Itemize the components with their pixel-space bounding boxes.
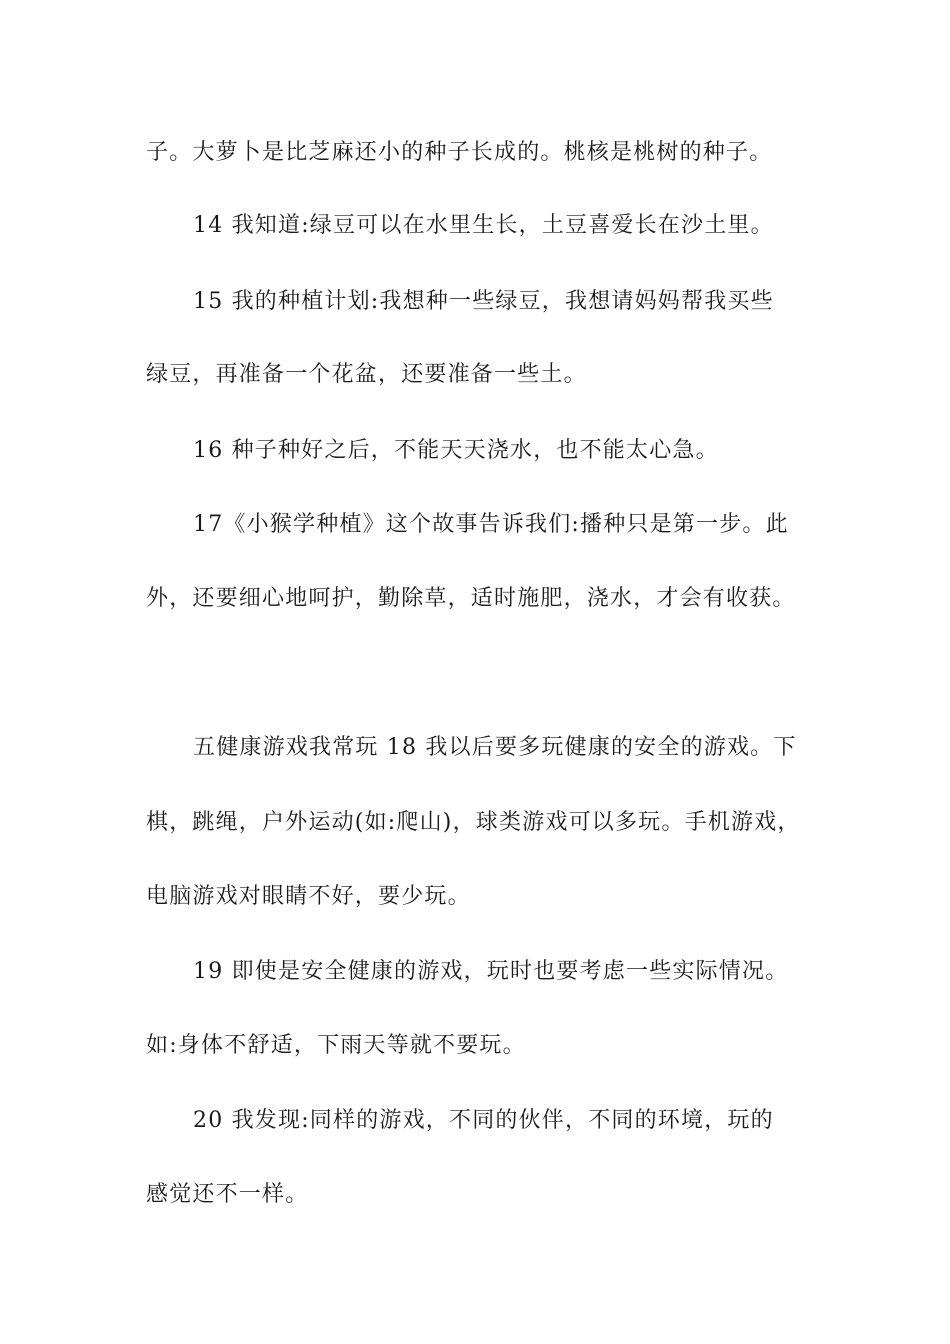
text-line: 五健康游戏我常玩 18 我以后要多玩健康的安全的游戏。下 — [193, 735, 797, 760]
text-line: 电脑游戏对眼睛不好，要少玩。 — [146, 884, 471, 909]
text-line: 17《小猴学种植》这个故事告诉我们:播种只是第一步。此 — [193, 512, 789, 537]
text-line: 绿豆，再准备一个花盆，还要准备一些土。 — [146, 362, 587, 387]
text-line: 如:身体不舒适，下雨天等就不要玩。 — [146, 1033, 526, 1058]
text-line: 19 即使是安全健康的游戏，玩时也要考虑一些实际情况。 — [193, 959, 789, 984]
text-line: 14 我知道:绿豆可以在水里生长，土豆喜爱长在沙土里。 — [193, 213, 774, 238]
text-line: 棋，跳绳，户外运动(如:爬山)，球类游戏可以多玩。手机游戏， — [146, 810, 801, 835]
text-line: 子。大萝卜是比芝麻还小的种子长成的。桃核是桃树的种子。 — [146, 140, 773, 165]
text-line: 15 我的种植计划:我想种一些绿豆，我想请妈妈帮我买些 — [193, 289, 774, 314]
text-line: 感觉还不一样。 — [146, 1182, 309, 1207]
text-line: 20 我发现:同样的游戏，不同的伙伴，不同的环境，玩的 — [193, 1108, 774, 1133]
text-line: 16 种子种好之后，不能天天浇水，也不能太心急。 — [193, 438, 719, 463]
text-line: 外，还要细心地呵护，勤除草，适时施肥，浇水，才会有收获。 — [146, 586, 796, 611]
